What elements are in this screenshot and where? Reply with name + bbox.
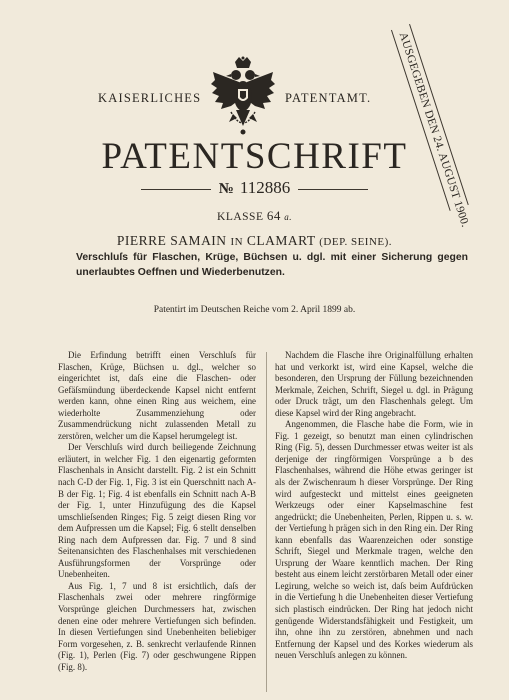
- patent-number-line: [0, 178, 509, 198]
- right-rule: [298, 189, 368, 190]
- column-divider: [266, 352, 267, 692]
- paragraph: Nachdem die Flasche ihre Originalfüllung erhalten hat und verkorkt ist, wird eine Kapsel, welche die besonderen, den Ursprung der Füllung bezeichnenden Merkmale, Zeichen, Schrift, Siegel u. dgl. in Prägung oder Druck trägt, um den Flaschenhals gelegt. Um diese Kapsel wird der Ring angebracht.: [275, 350, 473, 418]
- paragraph: Angenommen, die Flasche habe die Form, wie in Fig. 1 gezeigt, so benutzt man einen cylindrischen Ring (Fig. 5), dessen Durchmesser etwas weiter ist als derjenige der ringförmigen Vorsprünge a b des Flaschenhalses, während die Höhe etwas geringer ist als der Zwischenraum h dieser Vorsprünge. Der Ring wird aufgesteckt und mittelst eines geeigneten Werkzeugs oder einer Kapselmaschine fest angedrückt; die Unebenheiten, Perlen, Rippen u. s. w. der Vertiefung h prägen sich in den Ring ein. Der Ring kann ebenfalls das Waarenzeichen oder sonstige Schrift, Siegel und Merkmale tragen, welche den Ursprung der Waare kenntlich machen. Der Ring besteht aus einem leicht zerstörbaren Metall oder einer Legirung, welche so weich ist, daſs beim Aufdrücken in die Vertiefung h die Unebenheiten dieser Vertiefung sich plastisch eindrücken. Der Ring hat jedoch nicht genügende Widerstandsfähigkeit und Festigkeit, um ihn, ohne ihn zu zerstören, abnehmen und nach Entfernung der Kapsel und des Korkes wiederum als neuen Verschluſs anlegen zu können.: [275, 419, 473, 661]
- paragraph: Aus Fig. 1, 7 und 8 ist ersichtlich, daſs der Flaschenhals zwei oder mehrere ringförmige Vorsprünge gleichen Durchmessers hat, zwischen denen eine oder mehrere Vertiefungen sich befinden. In diesen Vertiefungen sind Unebenheiten beliebiger Form vorgesehen, z. B. senkrecht verlaufende Rinnen (Fig. 1), Perlen (Fig. 7) oder geschwungene Rippen (Fig. 8).: [58, 580, 256, 672]
- class-line: [0, 208, 509, 224]
- author-place: CLAMART: [246, 233, 316, 248]
- paragraph: Die Erfindung betrifft einen Verschluſs für Flaschen, Krüge, Büchsen u. dgl., welcher so eingerichtet ist, daſs eine die Flaschen- oder Gefäſsmündung überdeckende Kapsel nicht entfernt werden kann, ohne einen Ring aus weichem, eine wiederholte Zusammenziehung oder Zusammendrückung nicht zulassenden Metall zu zerstören, welcher um die Kapsel herumgelegt ist.: [58, 350, 256, 441]
- class-value: 64: [266, 208, 281, 223]
- document-title: PATENTSCHRIFT: [101, 136, 408, 177]
- issue-stamp: AUSGEGEBEN DEN 24. AUGUST 1900.: [391, 24, 469, 211]
- left-rule: [141, 189, 211, 190]
- imperial-eagle-icon: [209, 56, 277, 138]
- patent-subject: Verschluſs für Flaschen, Krüge, Büchsen u. dgl. mit einer Sicherung gegen unerlaubtes Oeffnen und Wiederbenutzen.: [76, 252, 468, 278]
- number-symbol: №: [218, 181, 234, 197]
- author-dep: (DEP. SEINE).: [319, 236, 393, 248]
- patent-date: Patentirt im Deutschen Reiche vom 2. April 1899 ab.: [153, 305, 356, 315]
- patent-number: 112886: [239, 178, 291, 197]
- author-line: [0, 233, 509, 249]
- header-left: KAISERLICHES: [98, 91, 202, 105]
- class-suffix: a.: [284, 212, 292, 222]
- paragraph: Der Verschluſs wird durch beiliegende Zeichnung erläutert, in welcher Fig. 1 den eigenartig geformten Flaschenhals in Ansicht darstellt. Fig. 2 ist ein Schnitt nach C-D der Fig. 1, Fig. 3 ist ein Querschnitt nach A-B der Fig. 1; Fig. 4 ist ebenfalls ein Schnitt nach A-B der Fig. 1, unter Hinzufügung des die Kapsel umschlieſsenden Ringes; Fig. 5 zeigt diesen Ring vor dem Aufpressen um die Kapsel; Fig. 6 stellt denselben Ring nach dem Aufpressen dar. Fig. 7 und 8 sind Seitenansichten des Flaschenhalses mit verschiedenen Ausführungsformen der Vorsprünge oder Unebenheiten.: [58, 442, 256, 580]
- text-column-right: [275, 350, 473, 662]
- text-column-left: [58, 350, 256, 673]
- header-right: PATENTAMT.: [285, 91, 372, 105]
- author-in: IN: [230, 236, 244, 248]
- class-label: KLASSE: [217, 211, 264, 223]
- author-name: PIERRE SAMAIN: [116, 233, 227, 248]
